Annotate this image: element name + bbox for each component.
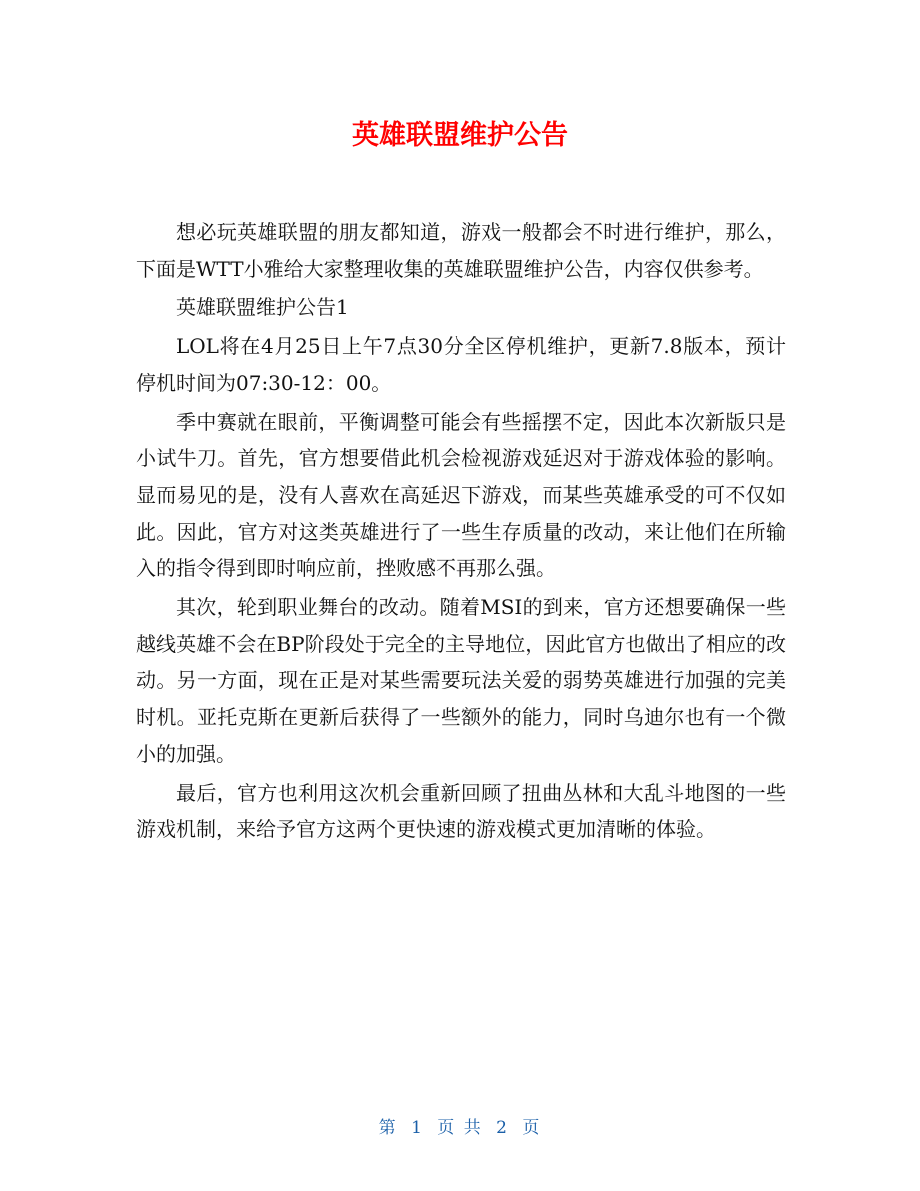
footer-total-pages: 2 [496, 1118, 509, 1138]
footer-mid: 页 共 [437, 1118, 483, 1138]
document-title: 英雄联盟维护公告 [352, 120, 568, 151]
document-body [136, 214, 786, 850]
footer-prefix: 第 [378, 1118, 398, 1138]
paragraph-game-modes: 最后，官方也利用这次机会重新回顾了扭曲丛林和大乱斗地图的一些游戏机制，来给予官方这两个更快速的游戏模式更加清晰的体验。 [136, 780, 786, 842]
footer-suffix: 页 [522, 1118, 542, 1138]
paragraph-season-changes: 季中赛就在眼前，平衡调整可能会有些摇摆不定，因此本次新版只是小试牛刀。首先，官方想要借此机会检视游戏延迟对于游戏体验的影响。显而易见的是，没有人喜欢在高延迟下游戏，而某些英雄承受的可不仅如此。因此，官方对这类英雄进行了一些生存质量的改动，来让他们在所输入的指令得到即时响应前，挫败感不再那么强。 [136, 409, 786, 581]
paragraph-intro: 想必玩英雄联盟的朋友都知道，游戏一般都会不时进行维护，那么，下面是WTT小雅给大家整理收集的英雄联盟维护公告，内容仅供参考。 [136, 220, 786, 281]
paragraph-maintenance-time: LOL将在4月25日上午7点30分全区停机维护，更新7.8版本，预计停机时间为07:30-12：00。 [136, 334, 786, 395]
page-footer [0, 1113, 920, 1138]
paragraph-pro-changes: 其次，轮到职业舞台的改动。随着MSI的到来，官方还想要确保一些越线英雄不会在BP阶段处于完全的主导地位，因此官方也做出了相应的改动。另一方面，现在正是对某些需要玩法关爱的弱势英雄进行加强的完美时机。亚托克斯在更新后获得了一些额外的能力，同时乌迪尔也有一个微小的加强。 [136, 595, 786, 766]
footer-current-page: 1 [411, 1118, 424, 1138]
paragraph-section-heading: 英雄联盟维护公告1 [176, 295, 349, 320]
